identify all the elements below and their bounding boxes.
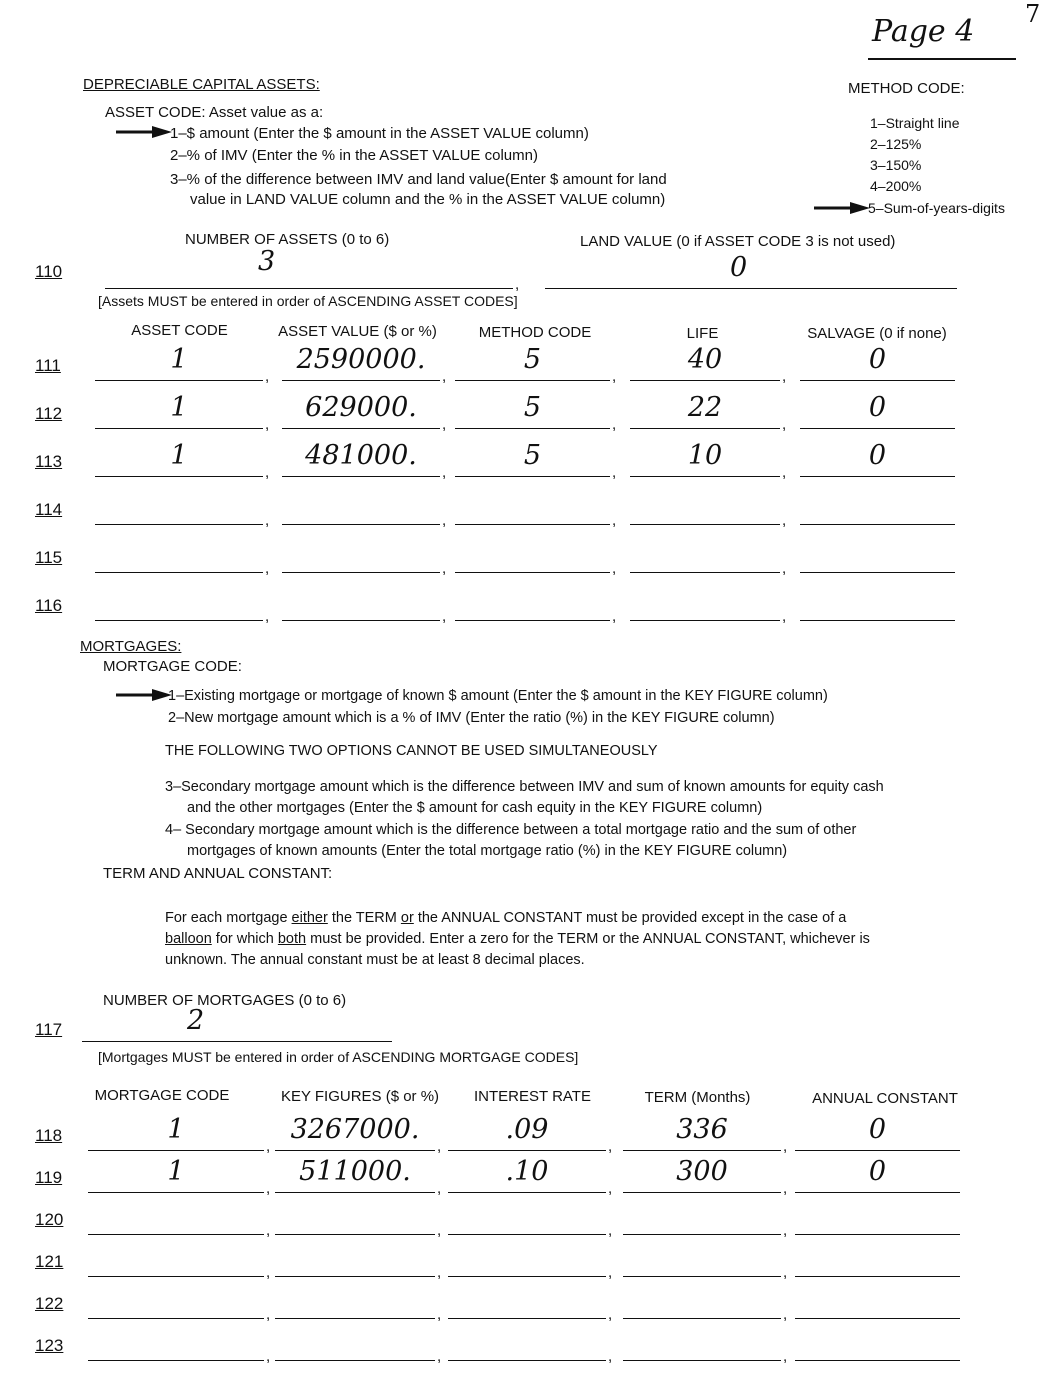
entry-field[interactable]	[630, 572, 780, 573]
col-annual-constant: ANNUAL CONSTANT	[812, 1090, 958, 1107]
mortgage-code-2: 2–New mortgage amount which is a % of IMV (Enter the ratio (%) in the KEY FIGURE column)	[168, 710, 775, 726]
entry-field[interactable]	[448, 1192, 606, 1193]
row-number: 113	[35, 452, 63, 471]
separator-comma: ,	[265, 464, 270, 481]
separator-comma: ,	[782, 368, 787, 385]
entry-field[interactable]	[282, 524, 440, 525]
entry-field[interactable]	[795, 1192, 960, 1193]
separator-comma: ,	[437, 1348, 442, 1365]
arrow-icon	[814, 202, 870, 214]
term-paragraph	[165, 908, 870, 971]
entry-value: 0	[868, 1156, 887, 1187]
entry-field[interactable]	[88, 1318, 264, 1319]
col-mortgage-code: MORTGAGE CODE	[94, 1087, 230, 1104]
separator-comma: ,	[265, 608, 270, 625]
row-number: 118	[35, 1126, 63, 1145]
mortgages-order-note: [Mortgages MUST be entered in order of ASCENDING MORTGAGE CODES]	[98, 1049, 579, 1065]
entry-field[interactable]	[800, 572, 955, 573]
separator-comma: ,	[612, 608, 617, 625]
entry-field[interactable]	[455, 524, 610, 525]
entry-value: 1	[170, 440, 188, 471]
asset-code-2: 2–% of IMV (Enter the % in the ASSET VALUE column)	[170, 147, 538, 164]
entry-field[interactable]	[623, 1276, 781, 1277]
row-number-117: 117	[35, 1020, 63, 1039]
mortgage-code-title: MORTGAGE CODE:	[103, 658, 242, 675]
mortgages-count-label: NUMBER OF MORTGAGES (0 to 6)	[103, 992, 347, 1009]
row-number: 116	[35, 596, 63, 615]
entry-field[interactable]	[630, 428, 780, 429]
mortgage-code-3: 3–Secondary mortgage amount which is the difference between IMV and sum of known amounts for equity cash	[165, 779, 884, 795]
entry-value: 22	[687, 392, 723, 423]
col-asset-value: ASSET VALUE ($ or %)	[278, 323, 437, 340]
entry-value: 1	[170, 344, 188, 375]
method-code-5: 5–Sum-of-years-digits	[868, 200, 1005, 216]
entry-field[interactable]	[455, 380, 610, 381]
entry-field[interactable]	[88, 1150, 264, 1151]
entry-field[interactable]	[448, 1276, 606, 1277]
separator-comma: ,	[265, 512, 270, 529]
entry-value: 0	[868, 392, 887, 423]
separator-comma: ,	[608, 1306, 613, 1323]
separator-comma: ,	[437, 1306, 442, 1323]
separator-comma: ,	[612, 512, 617, 529]
separator-comma: ,	[266, 1264, 271, 1281]
assets-count-label: NUMBER OF ASSETS (0 to 6)	[185, 231, 390, 248]
entry-field[interactable]	[623, 1192, 781, 1193]
entry-field[interactable]	[282, 428, 440, 429]
row-number: 121	[35, 1252, 64, 1271]
entry-field[interactable]	[795, 1318, 960, 1319]
entry-field[interactable]	[800, 380, 955, 381]
mortgages-count-field[interactable]	[82, 1041, 392, 1042]
separator-comma: ,	[442, 464, 447, 481]
row-number: 112	[35, 404, 63, 423]
separator-comma: ,	[783, 1348, 788, 1365]
entry-field[interactable]	[282, 380, 440, 381]
method-code-3: 3–150%	[870, 157, 922, 173]
entry-value: 2590000.	[296, 344, 426, 375]
separator-comma: ,	[783, 1222, 788, 1239]
entry-field[interactable]	[282, 620, 440, 621]
entry-value: 0	[868, 440, 887, 471]
row-number: 115	[35, 548, 63, 567]
separator-comma: ,	[782, 464, 787, 481]
method-code-2: 2–125%	[870, 136, 922, 152]
entry-value: 40	[687, 344, 723, 375]
separator-comma: ,	[437, 1138, 442, 1155]
entry-field[interactable]	[282, 572, 440, 573]
separator-comma: ,	[612, 464, 617, 481]
mortgages-title: MORTGAGES:	[80, 638, 182, 655]
entry-field[interactable]	[800, 620, 955, 621]
entry-value: 1	[170, 392, 188, 423]
page-label-underline	[868, 58, 1016, 60]
entry-field[interactable]	[795, 1150, 960, 1151]
separator-comma: ,	[265, 416, 270, 433]
land-value-label: LAND VALUE (0 if ASSET CODE 3 is not used)	[580, 233, 896, 250]
entry-field[interactable]	[795, 1276, 960, 1277]
term-title: TERM AND ANNUAL CONSTANT:	[103, 865, 333, 882]
entry-value: 5	[523, 392, 542, 423]
col-asset-code: ASSET CODE	[131, 322, 228, 339]
entry-field[interactable]	[95, 380, 263, 381]
assets-count-field[interactable]	[105, 288, 513, 289]
asset-code-3-cont: value in LAND VALUE column and the % in the ASSET VALUE column)	[190, 191, 666, 208]
separator-comma: ,	[437, 1264, 442, 1281]
entry-value: 511000.	[299, 1156, 411, 1187]
separator-comma: ,	[608, 1180, 613, 1197]
mortgages-count-value: 2	[187, 1005, 205, 1036]
asset-code-title: ASSET CODE: Asset value as a:	[105, 104, 324, 121]
separator-comma: ,	[266, 1348, 271, 1365]
separator-comma: ,	[783, 1138, 788, 1155]
separator-comma: ,	[612, 416, 617, 433]
land-value-value: 0	[730, 252, 748, 283]
entry-field[interactable]	[448, 1318, 606, 1319]
entry-field[interactable]	[623, 1150, 781, 1151]
entry-field[interactable]	[623, 1318, 781, 1319]
separator-comma: ,	[782, 512, 787, 529]
land-value-field[interactable]	[545, 288, 957, 289]
mortgage-code-4-cont: mortgages of known amounts (Enter the total mortgage ratio (%) in the KEY FIGURE column)	[187, 843, 788, 859]
entry-field[interactable]	[630, 476, 780, 477]
entry-field[interactable]	[448, 1360, 606, 1361]
entry-value: 629000.	[305, 392, 417, 423]
entry-field[interactable]	[95, 572, 263, 573]
mortgage-code-3-cont: and the other mortgages (Enter the $ amount for cash equity in the KEY FIGURE column)	[187, 800, 763, 816]
entry-field[interactable]	[630, 380, 780, 381]
entry-field[interactable]	[800, 476, 955, 477]
entry-value: .09	[505, 1114, 549, 1145]
assets-title: DEPRECIABLE CAPITAL ASSETS:	[83, 76, 320, 93]
entry-field[interactable]	[95, 524, 263, 525]
row-number: 119	[35, 1168, 63, 1187]
col-interest-rate: INTEREST RATE	[474, 1088, 591, 1105]
separator-comma: ,	[782, 416, 787, 433]
entry-field[interactable]	[455, 572, 610, 573]
separator-comma: ,	[437, 1180, 442, 1197]
separator-comma: ,	[265, 368, 270, 385]
corner-number: 7	[1025, 0, 1041, 28]
entry-field[interactable]	[95, 428, 263, 429]
page-label: Page 4	[872, 14, 975, 49]
entry-field[interactable]	[455, 620, 610, 621]
separator-comma: ,	[442, 560, 447, 577]
row-number: 122	[35, 1294, 64, 1313]
entry-field[interactable]	[455, 428, 610, 429]
entry-value: 10	[687, 440, 723, 471]
separator-comma: ,	[608, 1138, 613, 1155]
entry-field[interactable]	[448, 1234, 606, 1235]
entry-field[interactable]	[455, 476, 610, 477]
separator-comma: ,	[442, 512, 447, 529]
entry-value: 0	[868, 1114, 887, 1145]
method-code-4: 4–200%	[870, 178, 922, 194]
arrow-icon	[116, 126, 172, 138]
assets-count-value: 3	[258, 246, 276, 277]
separator-comma: ,	[265, 560, 270, 577]
entry-value: 3267000.	[290, 1114, 420, 1145]
term-paragraph-line-3: unknown. The annual constant must be at least 8 decimal places.	[165, 952, 585, 968]
separator-comma: ,	[266, 1138, 271, 1155]
separator-comma: ,	[266, 1180, 271, 1197]
separator-comma: ,	[608, 1264, 613, 1281]
entry-field[interactable]	[800, 428, 955, 429]
entry-field[interactable]	[88, 1276, 264, 1277]
entry-field[interactable]	[88, 1192, 264, 1193]
row-number: 111	[35, 356, 61, 375]
row-number: 123	[35, 1336, 64, 1355]
entry-field[interactable]	[275, 1360, 435, 1361]
mortgage-code-4: 4– Secondary mortgage amount which is the difference between a total mortgage ratio and the sum of other	[165, 822, 857, 838]
term-paragraph-line-1: For each mortgage either the TERM or the ANNUAL CONSTANT must be provided except in the case of a	[165, 910, 847, 926]
separator-comma: ,	[442, 416, 447, 433]
separator-comma: ,	[266, 1306, 271, 1323]
separator-comma: ,	[612, 560, 617, 577]
row-number: 114	[35, 500, 63, 519]
method-code-title: METHOD CODE:	[848, 80, 965, 97]
entry-field[interactable]	[275, 1318, 435, 1319]
separator-comma: ,	[515, 276, 520, 293]
entry-value: 300	[676, 1156, 728, 1187]
entry-field[interactable]	[448, 1150, 606, 1151]
col-salvage: SALVAGE (0 if none)	[807, 325, 947, 342]
separator-comma: ,	[782, 560, 787, 577]
separator-comma: ,	[437, 1222, 442, 1239]
entry-value: 336	[676, 1114, 728, 1145]
row-number-110: 110	[35, 262, 63, 281]
method-code-1: 1–Straight line	[870, 115, 960, 131]
asset-code-1: 1–$ amount (Enter the $ amount in the ASSET VALUE column)	[170, 125, 589, 142]
entry-value: 1	[167, 1156, 185, 1187]
entry-value: 1	[167, 1114, 185, 1145]
separator-comma: ,	[783, 1264, 788, 1281]
entry-field[interactable]	[282, 476, 440, 477]
entry-value: 5	[523, 344, 542, 375]
separator-comma: ,	[783, 1180, 788, 1197]
term-paragraph-line-2: balloon for which both must be provided. Enter a zero for the TERM or the ANNUAL CONSTANT, whichever is	[165, 931, 870, 947]
entry-field[interactable]	[275, 1150, 435, 1151]
entry-field[interactable]	[795, 1234, 960, 1235]
separator-comma: ,	[612, 368, 617, 385]
entry-value: .10	[505, 1156, 549, 1187]
entry-field[interactable]	[275, 1192, 435, 1193]
separator-comma: ,	[783, 1306, 788, 1323]
separator-comma: ,	[782, 608, 787, 625]
entry-field[interactable]	[95, 476, 263, 477]
entry-field[interactable]	[623, 1234, 781, 1235]
col-term-months: TERM (Months)	[644, 1089, 751, 1106]
entry-field[interactable]	[275, 1276, 435, 1277]
entry-field[interactable]	[630, 524, 780, 525]
entry-field[interactable]	[800, 524, 955, 525]
entry-field[interactable]	[795, 1360, 960, 1361]
col-key-figures: KEY FIGURES ($ or %)	[280, 1088, 440, 1105]
separator-comma: ,	[608, 1222, 613, 1239]
col-life: LIFE	[686, 325, 719, 342]
arrow-icon	[116, 689, 172, 701]
entry-value: 481000.	[305, 440, 417, 471]
entry-field[interactable]	[623, 1360, 781, 1361]
row-number: 120	[35, 1210, 64, 1229]
options-note: THE FOLLOWING TWO OPTIONS CANNOT BE USED SIMULTANEOUSLY	[165, 743, 658, 759]
separator-comma: ,	[442, 608, 447, 625]
mortgage-code-1: 1–Existing mortgage or mortgage of known $ amount (Enter the $ amount in the KEY FIGURE column)	[168, 688, 828, 704]
entry-value: 0	[868, 344, 887, 375]
separator-comma: ,	[442, 368, 447, 385]
separator-comma: ,	[608, 1348, 613, 1365]
assets-order-note: [Assets MUST be entered in order of ASCENDING ASSET CODES]	[98, 293, 518, 309]
entry-value: 5	[523, 440, 542, 471]
asset-code-3: 3–% of the difference between IMV and land value(Enter $ amount for land	[170, 171, 667, 188]
entry-field[interactable]	[95, 620, 263, 621]
col-method-code: METHOD CODE	[478, 324, 592, 341]
entry-field[interactable]	[275, 1234, 435, 1235]
entry-field[interactable]	[630, 620, 780, 621]
separator-comma: ,	[266, 1222, 271, 1239]
entry-field[interactable]	[88, 1360, 264, 1361]
entry-field[interactable]	[88, 1234, 264, 1235]
